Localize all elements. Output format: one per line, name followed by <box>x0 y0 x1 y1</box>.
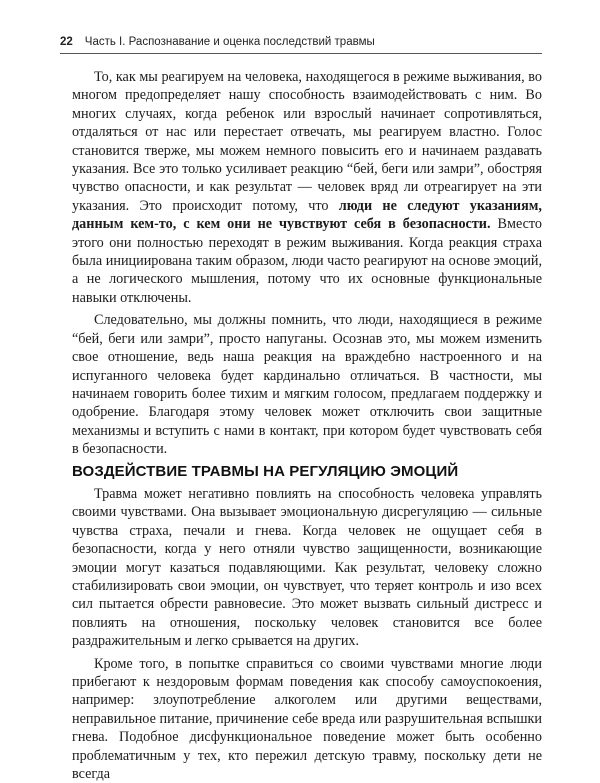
body-text <box>72 68 542 783</box>
paragraph-1-text-a: То, как мы реагируем на человека, находящегося в режиме выживания, во многом предопределяет нашу способность взаимодействовать с ним. Во многих случаях, когда ребенок или взрослый начинает сопротивляться, отдаляться от нас или перестает отвечать, мы реагируем властно. Голос становится тверже, мы можем немного повысить его и начинаем раздавать указания. Все это только усиливает реакцию “бей, беги или замри”, обостряя чувство опасности, и как результат — человек вряд ли отреагирует на эти указания. Это происходит потому, что <box>72 69 542 214</box>
running-title: Часть I. Распознавание и оценка последствий травмы <box>84 36 375 48</box>
paragraph-1 <box>72 68 542 307</box>
section-heading: ВОЗДЕЙСТВИЕ ТРАВМЫ НА РЕГУЛЯЦИЮ ЭМОЦИЙ <box>72 462 459 480</box>
paragraph-2: Следовательно, мы должны помнить, что люди, находящиеся в режиме “бей, беги или замри”, просто напуганы. Осознав это, мы можем изменить свое отношение, ведь наша реакция на враждебно настроенного и на испуганного человека будет кардинально отличаться. В частности, мы начинаем говорить более тихим и мягким голосом, предлагаем поддержку и одобрение. Благодаря этому человек может отключить свои защитные механизмы и вступить с нами в контакт, при котором будет чувствовать себя в безопасности. <box>72 312 542 458</box>
paragraph-1-emphasis: люди не следуют указаниям, данным кем-то, с кем они не чувствуют себя в безопасности. <box>72 197 542 233</box>
paragraph-4: Кроме того, в попытке справиться со своими чувствами многие люди прибегают к нездоровым формам поведения как способу самоуспокоения, например: злоупотребление алкоголем или другими веществами, неправильное питание, причинение себе вреда или разрушительная вспышки гнева. Подобное дисфункциональное поведение может быть особенно проблематичным у тех, кто пережил детскую травму, поскольку дети не всегда <box>72 655 542 783</box>
paragraph-3: Травма может негативно повлиять на способность человека управлять своими чувствами. Она вызывает эмоциональную дисрегуляцию — сильные чувства страха, печали и гнева. Когда человек не ощущает себя в безопасности, когда у него отняли чувство защищенности, возникающие эмоции могут казаться подавляющими. Как результат, человеку сложно стабилизировать свои эмоции, он чувствует, что теряет контроль и изо всех сил пытается обрести равновесие. Это может вызвать сильный дистресс и повлиять на отношения, поскольку человек становится все более раздражительным и легко срывается на других. <box>72 485 542 650</box>
paragraph-1-text-b: Вместо этого они полностью переходят в режим выживания. Когда реакция страха была инициирована таким образом, люди часто реагируют на основе эмоций, а не логического мышления, потому что их основные функциональные навыки отключены. <box>72 216 542 306</box>
header-divider <box>60 53 542 54</box>
running-header <box>60 36 542 48</box>
page-number: 22 <box>60 36 73 48</box>
